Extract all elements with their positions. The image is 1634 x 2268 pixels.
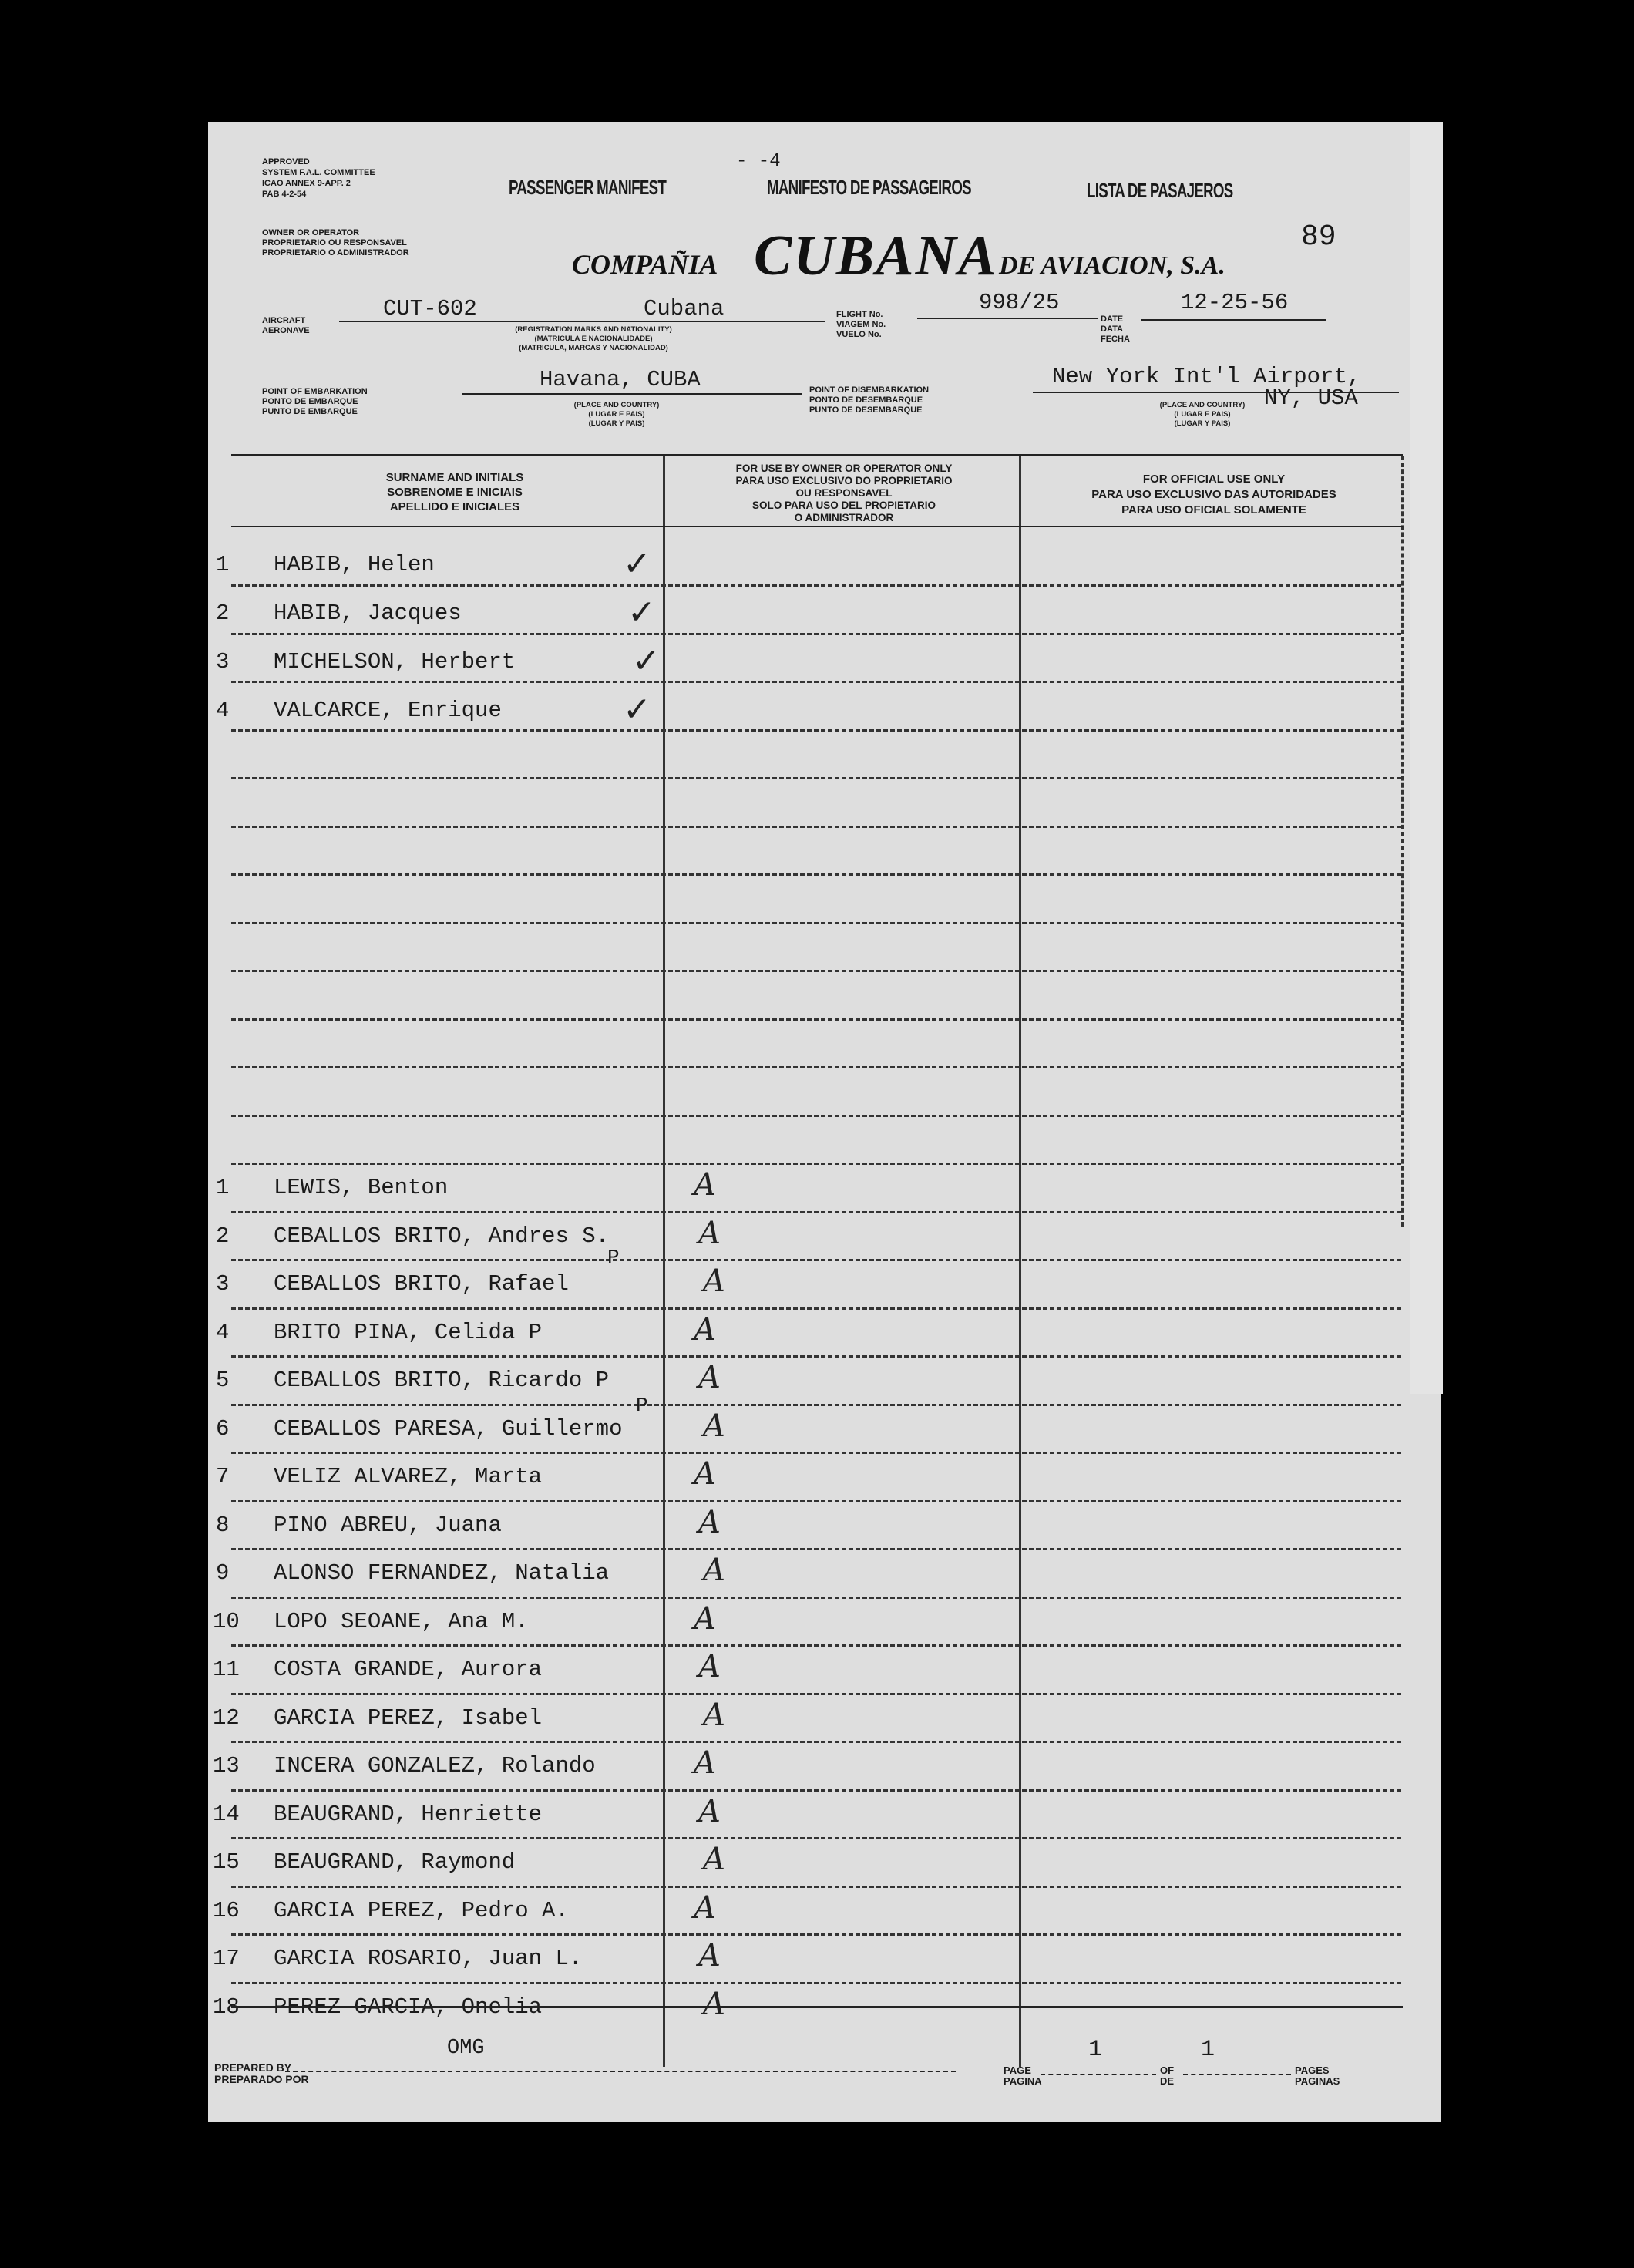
row-number: 10 (213, 1608, 240, 1634)
date-value: 12-25-56 (1181, 290, 1289, 315)
passenger-name: VALCARCE, Enrique (274, 698, 502, 723)
prepared-label-1: PREPARED BY (214, 2061, 292, 2074)
passenger-name: PINO ABREU, Juana (274, 1512, 502, 1538)
row-number: 9 (216, 1560, 230, 1586)
row-rule (231, 1933, 1401, 1938)
passenger-name: BRITO PINA, Celida P (274, 1319, 543, 1345)
row-number: 1 (216, 1175, 230, 1200)
passenger-name: GARCIA PEREZ, Pedro A. (274, 1897, 569, 1923)
embark-place-value: Havana, CUBA (540, 367, 701, 392)
row-number: 2 (216, 1223, 230, 1249)
of-label-1: OF (1160, 2064, 1175, 2076)
table-top-border (231, 454, 1403, 456)
owner-mark: ✓ (632, 641, 661, 681)
row-number: 11 (213, 1657, 240, 1682)
passenger-name: HABIB, Jacques (274, 601, 462, 626)
owner-mark: ✓ (627, 593, 656, 632)
owner-mark: A (703, 1697, 725, 1733)
row-number: 15 (213, 1849, 240, 1875)
row-number: 4 (216, 1319, 230, 1345)
passenger-name: LEWIS, Benton (274, 1175, 449, 1200)
of-value: 1 (1201, 2037, 1215, 2063)
title-spanish: LISTA DE PASAJEROS (1087, 179, 1233, 202)
aircraft-label-2: AERONAVE (262, 326, 310, 335)
passenger-name: VELIZ ALVAREZ, Marta (274, 1464, 543, 1489)
disembark-place-label-1: (PLACE AND COUNTRY) (1159, 401, 1246, 409)
official-col-label-3: PARA USO OFICIAL SOLAMENTE (1121, 503, 1306, 517)
row-number: 4 (216, 698, 230, 723)
row-rule (231, 1500, 1401, 1505)
approval-line-4: PAB 4-2-54 (262, 190, 307, 199)
passenger-name: ALONSO FERNANDEZ, Natalia (274, 1560, 610, 1586)
row-rule (231, 584, 1401, 589)
date-label-2: DATA (1101, 325, 1123, 334)
flight-number-value: 998/25 (979, 290, 1060, 315)
row-number: 5 (216, 1368, 230, 1393)
company-logo-cubana: CUBANA (754, 224, 998, 288)
owner-mark: A (694, 1311, 716, 1348)
owner-mark: A (698, 1649, 721, 1684)
date-underline (1141, 319, 1326, 321)
embark-place-label-3: (LUGAR Y PAIS) (588, 419, 645, 428)
row-rule (231, 873, 1401, 878)
row-rule (231, 1259, 1401, 1264)
row-rule (231, 826, 1401, 830)
row-number: 7 (216, 1464, 230, 1489)
date-label-3: FECHA (1101, 335, 1130, 344)
owner-mark: A (703, 1408, 725, 1444)
flight-label-2: VIAGEM No. (836, 320, 886, 329)
disembark-label-1: POINT OF DISEMBARKATION (809, 385, 930, 395)
row-rule (231, 970, 1401, 974)
disembark-label-2: PONTO DE DESEMBARQUE (809, 395, 923, 405)
sheet-edge (1410, 122, 1443, 1394)
row-rule (231, 922, 1401, 927)
row-rule (231, 1789, 1401, 1794)
owner-mark: A (703, 1553, 725, 1588)
passenger-name: HABIB, Helen (274, 552, 435, 577)
passenger-name: CEBALLOS BRITO, Ricardo P (274, 1368, 610, 1393)
row-rule (231, 1452, 1401, 1456)
passenger-name: GARCIA PEREZ, Isabel (274, 1704, 543, 1731)
top-dash-mark: - -4 (736, 151, 781, 172)
row-rule (231, 1307, 1401, 1312)
nationality-value: Cubana (644, 296, 725, 321)
owner-mark: A (694, 1167, 716, 1203)
owner-mark: A (703, 1264, 725, 1299)
embark-label-2: PONTO DE EMBARQUE (262, 397, 358, 406)
of-label-2: DE (1160, 2075, 1175, 2087)
row-number: 16 (213, 1897, 240, 1923)
owner-mark: A (703, 1842, 725, 1877)
aircraft-value: CUT-602 (383, 296, 477, 321)
passenger-name: CEBALLOS PARESA, Guillermo (274, 1415, 623, 1442)
company-name-suffix: DE AVIACION, S.A. (999, 251, 1226, 280)
passenger-name: MICHELSON, Herbert (274, 649, 516, 675)
owner-mark: A (694, 1889, 716, 1926)
title-english: PASSENGER MANIFEST (509, 176, 667, 199)
prepared-label-2: PREPARADO POR (214, 2073, 309, 2085)
pages-label-1: PAGES (1295, 2064, 1330, 2076)
page-underline (1041, 2074, 1156, 2075)
row-rule (231, 1548, 1401, 1553)
row-rule (231, 1982, 1401, 1987)
owner-mark: ✓ (623, 690, 651, 729)
surname-col-label-3: APELLIDO E INICIALES (389, 500, 520, 513)
page-label-1: PAGE (1004, 2064, 1031, 2076)
row-rule (231, 1018, 1401, 1023)
row-number: 1 (216, 552, 230, 577)
disembark-label-3: PUNTO DE DESEMBARQUE (809, 405, 923, 415)
owner-mark: ✓ (623, 544, 651, 584)
flight-label-3: VUELO No. (836, 330, 882, 339)
registration-label-2: (MATRICULA E NACIONALIDADE) (534, 335, 653, 343)
embark-place-label-2: (LUGAR E PAIS) (588, 410, 645, 419)
page-stamp-number: 89 (1301, 220, 1336, 254)
embark-place-label-1: (PLACE AND COUNTRY) (573, 401, 660, 409)
disembark-place-line-1: New York Int'l Airport, (1052, 364, 1361, 389)
row-rule (231, 777, 1401, 782)
embark-label-1: POINT OF EMBARKATION (262, 387, 368, 396)
passenger-name: GARCIA ROSARIO, Juan L. (274, 1946, 583, 1971)
row-rule (231, 1355, 1401, 1360)
row-number: 3 (216, 649, 230, 675)
flight-underline (917, 318, 1098, 319)
owner-col-label-5: O ADMINISTRADOR (794, 512, 894, 523)
owner-col-label-4: SOLO PARA USO DEL PROPIETARIO (751, 500, 936, 511)
approval-line-2: SYSTEM F.A.L. COMMITTEE (262, 168, 375, 177)
row-rule (231, 1644, 1401, 1649)
row-number: 8 (216, 1512, 230, 1538)
owner-label-3: PROPRIETARIO O ADMINISTRADOR (262, 248, 409, 257)
passenger-name: CEBALLOS BRITO, Rafael (274, 1271, 569, 1297)
row-rule (231, 1211, 1401, 1216)
disembark-place-label-2: (LUGAR E PAIS) (1174, 410, 1231, 419)
flight-label-1: FLIGHT No. (836, 310, 883, 319)
embark-underline (462, 393, 802, 395)
owner-mark: A (694, 1456, 716, 1492)
pages-label-2: PAGINAS (1295, 2075, 1340, 2087)
passenger-name: BEAUGRAND, Raymond (274, 1849, 516, 1875)
page-value: 1 (1088, 2037, 1103, 2063)
prepared-by-value: OMG (447, 2037, 485, 2060)
table-bottom-border (231, 2006, 1403, 2008)
owner-mark: A (694, 1600, 716, 1637)
approval-line-3: ICAO ANNEX 9-APP. 2 (262, 179, 351, 188)
row-rule (231, 1066, 1401, 1071)
passenger-name: BEAUGRAND, Henriette (274, 1801, 543, 1827)
owner-mark: A (698, 1504, 721, 1540)
passenger-name: INCERA GONZALEZ, Rolando (274, 1753, 596, 1778)
row-rule (231, 633, 1401, 638)
passenger-name: CEBALLOS BRITO, Andres S. (274, 1223, 610, 1249)
disembark-underline (1033, 392, 1399, 393)
owner-mark: A (698, 1938, 721, 1974)
approval-line-1: APPROVED (262, 157, 310, 167)
header-bottom-border (231, 526, 1403, 527)
row-rule (231, 1741, 1401, 1745)
owner-col-label-2: PARA USO EXCLUSIVO DO PROPRIETARIO (735, 475, 953, 486)
owner-label-1: OWNER OR OPERATOR (262, 228, 360, 237)
official-col-label-2: PARA USO EXCLUSIVO DAS AUTORIDADES (1091, 488, 1336, 501)
owner-mark: A (694, 1745, 716, 1781)
row-rule (231, 1597, 1401, 1601)
owner-mark: A (698, 1793, 721, 1829)
of-underline (1183, 2074, 1291, 2075)
surname-col-label-1: SURNAME AND INITIALS (385, 471, 524, 484)
row-number: 14 (213, 1801, 240, 1827)
aircraft-label-1: AIRCRAFT (262, 316, 306, 325)
row-number: 17 (213, 1946, 240, 1971)
row-rule (231, 681, 1401, 685)
title-portuguese: MANIFESTO DE PASSAGEIROS (767, 176, 971, 199)
official-col-label-1: FOR OFFICIAL USE ONLY (1142, 473, 1286, 486)
right-border (1401, 456, 1404, 1227)
page-label-2: PAGINA (1004, 2075, 1042, 2087)
prepared-underline (285, 2071, 956, 2072)
disembark-place-line-2: NY, USA (1264, 385, 1358, 411)
aircraft-underline (339, 321, 825, 322)
row-rule (231, 1693, 1401, 1698)
owner-mark: A (698, 1360, 721, 1395)
row-number: 13 (213, 1753, 240, 1778)
owner-mark: A (698, 1215, 721, 1251)
row-number: 3 (216, 1271, 230, 1297)
owner-col-label-3: OU RESPONSAVEL (795, 487, 893, 499)
row-rule (231, 729, 1401, 734)
row-rule (231, 1404, 1401, 1408)
row-rule (231, 1115, 1401, 1119)
owner-label-2: PROPRIETARIO OU RESPONSAVEL (262, 238, 407, 247)
row-rule (231, 1886, 1401, 1890)
row-rule (231, 1837, 1401, 1842)
p-mark-row-5: P (636, 1394, 648, 1417)
passenger-name: LOPO SEOANE, Ana M. (274, 1608, 529, 1634)
company-name-prefix: COMPAÑIA (572, 249, 718, 280)
registration-label-1: (REGISTRATION MARKS AND NATIONALITY) (515, 325, 672, 334)
registration-label-3: (MATRICULA, MARCAS Y NACIONALIDAD) (519, 344, 668, 352)
owner-col-label-1: FOR USE BY OWNER OR OPERATOR ONLY (735, 463, 953, 474)
row-number: 6 (216, 1415, 230, 1442)
date-label-1: DATE (1101, 315, 1124, 324)
row-number: 18 (213, 1994, 240, 2020)
passenger-name: PEREZ GARCIA, Onelia (274, 1994, 543, 2020)
row-number: 12 (213, 1704, 240, 1731)
row-rule (231, 1163, 1401, 1167)
surname-col-label-2: SOBRENOME E INICIAIS (387, 486, 523, 499)
p-mark-row-2: P (607, 1246, 620, 1269)
embark-label-3: PUNTO DE EMBARQUE (262, 407, 358, 416)
disembark-place-label-3: (LUGAR Y PAIS) (1174, 419, 1231, 428)
passenger-name: COSTA GRANDE, Aurora (274, 1657, 543, 1682)
row-number: 2 (216, 601, 230, 626)
owner-mark: A (703, 1986, 725, 2022)
